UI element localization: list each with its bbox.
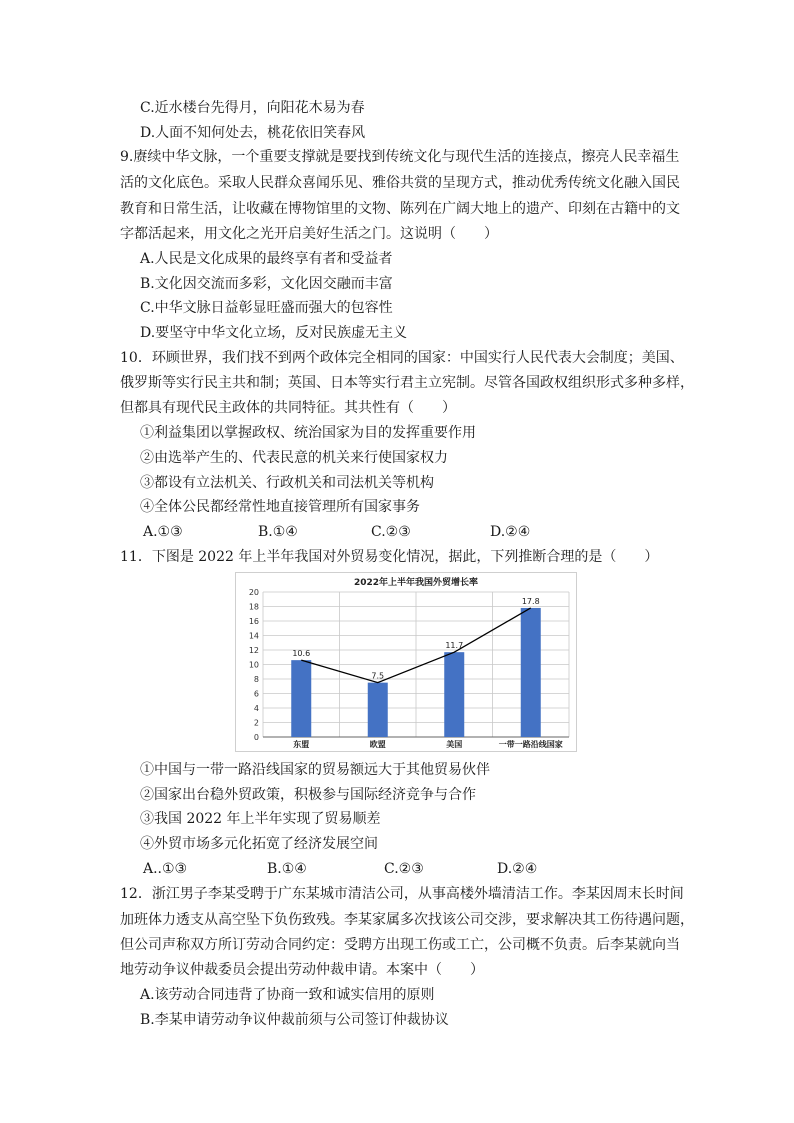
q9-stem-line: 活的文化底色。采取人民群众喜闻乐见、雅俗共赏的呈现方式，推动优秀传统文化融入国民 — [120, 175, 680, 191]
q9-option: A.人民是文化成果的最终享有者和受益者 — [140, 251, 393, 267]
q12-option: B.李某申请劳动争议仲裁前须与公司签订仲裁协议 — [140, 1012, 449, 1028]
y-tick-label: 8 — [253, 675, 259, 684]
q12-option: A.该劳动合同违背了协商一致和诚实信用的原则 — [140, 987, 435, 1003]
q8-option-c: C.近水楼台先得月，向阳花木易为春 — [140, 100, 365, 116]
y-tick-label: 10 — [248, 660, 259, 670]
y-tick-label: 12 — [248, 646, 259, 655]
q11-choice-d: D.②④ — [497, 861, 538, 877]
y-tick-label: 14 — [248, 631, 259, 641]
bar — [444, 652, 464, 737]
y-tick-label: 0 — [253, 733, 259, 742]
q9-option: B.文化因交流而多彩，文化因交融而丰富 — [140, 276, 393, 292]
q9-stem-line: 字都活起来，用文化之光开启美好生活之门。这说明（ ） — [120, 226, 498, 242]
trade-growth-chart — [235, 572, 577, 752]
q12-stem-line: 地劳动争议仲裁委员会提出劳动仲裁申请。本案中（ ） — [120, 962, 484, 978]
q9-option: C.中华文脉日益彰显旺盛而强大的包容性 — [140, 300, 393, 316]
chart-title: 2022年上半年我国外贸增长率 — [353, 578, 479, 588]
data-label: 10.6 — [292, 649, 311, 659]
bar — [291, 660, 311, 737]
q11-choice-c: C.②③ — [384, 861, 424, 877]
q10-choice-d: D.②④ — [490, 524, 531, 540]
y-tick-label: 20 — [248, 588, 259, 597]
y-tick-label: 2 — [253, 718, 259, 728]
x-tick-label: 美国 — [446, 740, 463, 749]
q10-item: ①利益集团以掌握政权、统治国家为目的发挥重要作用 — [140, 425, 476, 441]
data-label: 11.7 — [445, 641, 464, 651]
y-tick-label: 4 — [253, 704, 259, 713]
bar — [368, 683, 388, 737]
q11-item: ③我国 2022 年上半年实现了贸易顺差 — [140, 811, 381, 827]
q11-item: ④外贸市场多元化拓宽了经济发展空间 — [140, 836, 378, 852]
q10-choice-a: A.①③ — [143, 524, 183, 540]
q12-stem-line: 但公司声称双方所订劳动合同约定：受聘方出现工伤或工亡，公司概不负责。后李某就向当 — [120, 937, 680, 953]
x-tick-label: 东盟 — [293, 740, 310, 749]
q10-stem-line: 10．环顾世界，我们找不到两个政体完全相同的国家：中国实行人民代表大会制度；美国、 — [120, 350, 684, 366]
y-tick-label: 16 — [248, 617, 259, 626]
q10-choice-c: C.②③ — [371, 524, 411, 540]
y-tick-label: 18 — [248, 602, 259, 612]
q10-item: ④全体公民都经常性地直接管理所有国家事务 — [140, 499, 420, 515]
x-tick-label: 欧盟 — [369, 740, 386, 749]
q10-item: ③都设有立法机关、行政机关和司法机关等机构 — [140, 475, 434, 491]
q8-option-d: D.人面不知何处去，桃花依旧笑春风 — [140, 125, 366, 141]
q10-choice-b: B.①④ — [258, 524, 298, 540]
q9-option: D.要坚守中华文化立场，反对民族虚无主义 — [140, 325, 408, 341]
q10-stem-line: 俄罗斯等实行民主共和制；英国、日本等实行君主立宪制。尽管各国政权组织形式多种多样， — [120, 375, 694, 391]
x-tick-label: 一带一路沿线国家 — [498, 740, 563, 749]
q11-choice-a: A..①③ — [143, 861, 188, 877]
q10-stem-line: 但都具有现代民主政体的共同特征。其共性有（ ） — [120, 400, 456, 416]
y-tick-label: 6 — [253, 689, 259, 699]
bar — [521, 608, 541, 737]
q11-item: ②国家出台稳外贸政策，积极参与国际经济竞争与合作 — [140, 787, 476, 803]
data-label: 17.8 — [521, 596, 540, 606]
q11-item: ①中国与一带一路沿线国家的贸易额远大于其他贸易伙伴 — [140, 762, 490, 778]
q12-stem-line: 12．浙江男子李某受聘于广东某城市清洁公司，从事高楼外墙清洁工作。李某因周末长时间 — [120, 886, 684, 902]
q11-stem: 11．下图是 2022 年上半年我国对外贸易变化情况，据此，下列推断合理的是（ ） — [120, 549, 659, 565]
data-label: 7.5 — [371, 671, 385, 681]
q9-stem-line: 教育和日常生活，让收藏在博物馆里的文物、陈列在广阔大地上的遗产、印刻在古籍中的文 — [120, 201, 680, 217]
q10-item: ②由选举产生的、代表民意的机关来行使国家权力 — [140, 450, 448, 466]
q11-choice-b: B.①④ — [267, 861, 307, 877]
q9-stem-line: 9.赓续中华文脉，一个重要支撑就是要找到传统文化与现代生活的连接点，擦亮人民幸福生 — [120, 149, 680, 165]
q12-stem-line: 加班体力透支从高空坠下负伤致残。李某家属多次找该公司交涉，要求解决其工伤待遇问题， — [120, 912, 694, 928]
